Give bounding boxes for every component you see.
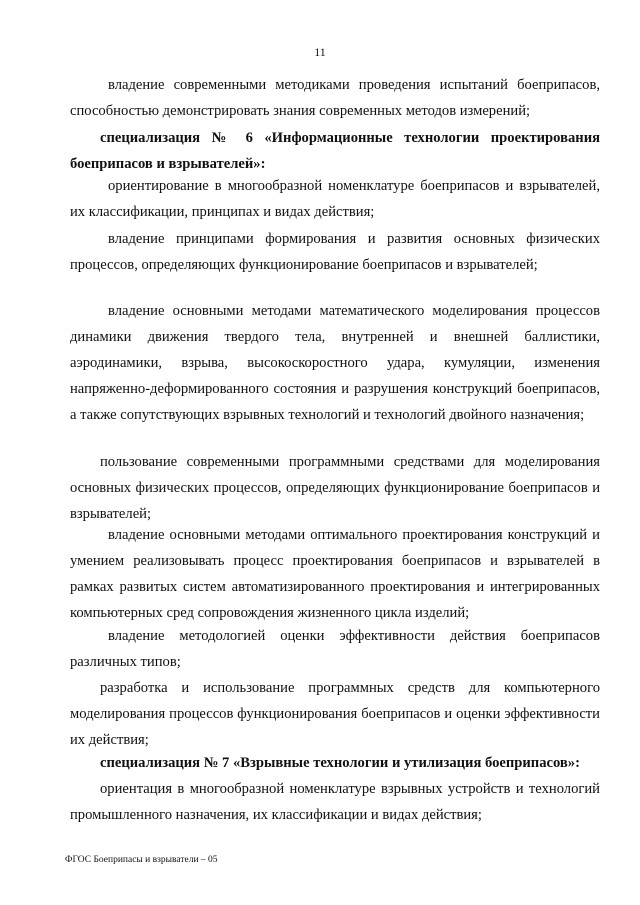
paragraph-6: пользование современными программными средствами для моделирования основных физических процессов, определяющих функционирование боеприпасов и взрывателей;	[70, 454, 600, 522]
paragraph-4: владение принципами формирования и развития основных физических процессов, определяющих функционирование боеприпасов и взрывателей;	[70, 231, 600, 273]
paragraph-8: владение методологией оценки эффективности действия боеприпасов различных типов;	[70, 628, 600, 670]
paragraph-3: ориентирование в многообразной номенклатуре боеприпасов и взрывателей, их классификации, принципах и видах действия;	[70, 178, 600, 220]
specialization-6-heading: специализация № 6 «Информационные технологии проектирования боеприпасов и взрывателей»:	[70, 130, 600, 172]
paragraph-1: владение современными методиками проведения испытаний боеприпасов, способностью демонстрировать знания современных методов измерений;	[70, 77, 600, 119]
paragraph-5: владение основными методами математического моделирования процессов динамики движения твердого тела, внутренней и внешней баллистики, аэродинамики, взрыва, высокоскоростного удара, кумуляции, изменения напряженно-деформированного состояния и разрушения конструкций боеприпасов, а также сопутствующих взрывных технологий и технологий двойного назначения;	[70, 303, 600, 423]
specialization-7-heading: специализация № 7 «Взрывные технологии и утилизация боеприпасов»:	[100, 755, 580, 771]
paragraph-7: владение основными методами оптимального проектирования конструкций и умением реализовывать процесс проектирования боеприпасов и взрывателей в рамках развитых систем автоматизированного проектирования и интегрированных компьютерных сред сопровождения жизненного цикла изделий;	[70, 527, 600, 621]
paragraph-11: ориентация в многообразной номенклатуре взрывных устройств и технологий промышленного назначения, их классификации и видах действия;	[70, 781, 600, 823]
paragraph-9: разработка и использование программных средств для компьютерного моделирования процессов функционирования боеприпасов и оценки эффективности их действия;	[70, 680, 600, 748]
page-number: 11	[314, 45, 326, 59]
footer-text: ФГОС Боеприпасы и взрыватели – 05	[65, 855, 218, 865]
